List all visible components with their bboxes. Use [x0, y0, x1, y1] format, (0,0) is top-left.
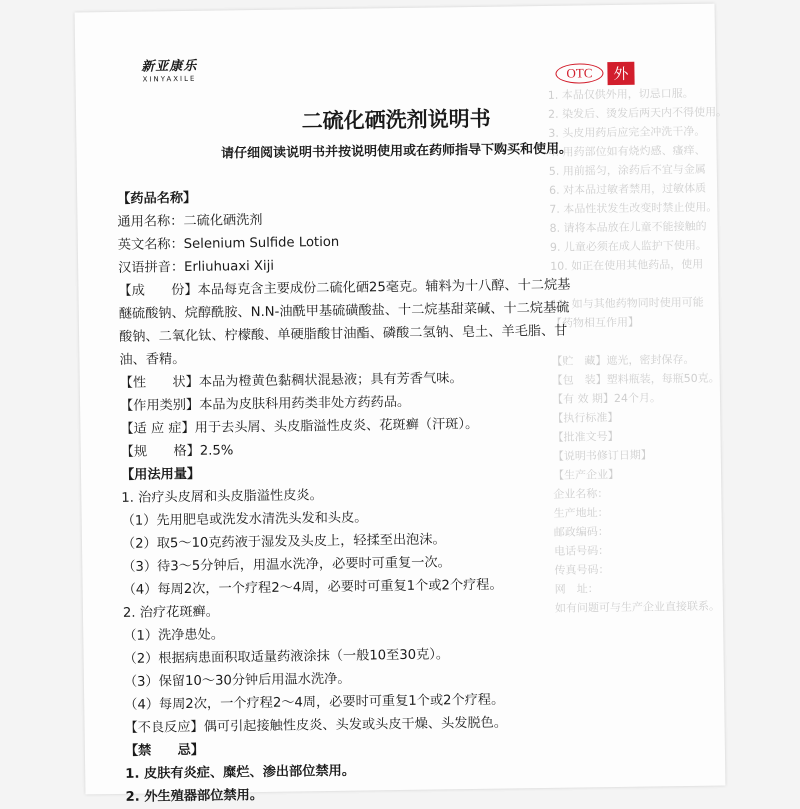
section-drug-name-header: 【药品名称】	[117, 190, 197, 207]
document-title: 二硫化硒洗剂说明书	[301, 106, 491, 134]
usage-line: （3）待3～5分钟后，用温水洗净，必要时可重复一次。	[122, 555, 451, 575]
usage-line: （1）洗净患处。	[123, 627, 225, 644]
usage-line: （2）根据病患面积取适量药液涂抹（一般10至30克）。	[123, 647, 450, 667]
document-subtitle: 请仔细阅读说明书并按说明使用或在药师指导下购买和使用。	[220, 141, 573, 162]
usage-line: （1）先用肥皂或洗发水清洗头发和头皮。	[121, 510, 368, 529]
pinyin-name: 汉语拼音：Erliuhuaxi Xiji	[118, 258, 275, 276]
usage-line: （4）每周2次，一个疗程2～4周，必要时可重复1个或2个疗程。	[122, 577, 503, 598]
specification: 【规 格】2.5%	[120, 443, 234, 460]
document-body	[117, 181, 626, 809]
ingredients-line: 醚硫酸钠、烷醇酰胺、N.N-油酰甲基硫磺酸盐、十二烷基甜菜碱、十二烷基硫	[118, 300, 570, 322]
adverse-reactions: 【不良反应】偶可引起接触性皮炎、头发或头皮干燥、头发脱色。	[124, 715, 508, 736]
section-contraindications-header: 【禁 忌】	[124, 742, 205, 759]
usage-line: （4）每周2次，一个疗程2～4周，必要时可重复1个或2个疗程。	[124, 692, 505, 713]
description: 【性 状】本品为橙黄色黏稠状混悬液；具有芳香气味。	[119, 371, 463, 391]
ingredients-line: 油、香精。	[119, 351, 186, 368]
ingredients-line: 酸钠、二氧化钛、柠檬酸、单硬脂酸甘油酯、磷酸二氢钠、皂土、羊毛脂、甘	[119, 323, 568, 345]
usage-line: 2. 治疗花斑癣。	[122, 604, 219, 621]
brand-logo-en: XINYAXILE	[142, 74, 197, 84]
common-name: 通用名称：二硫化硒洗剂	[117, 212, 263, 230]
usage-line: （3）保留10～30分钟后用温水洗净。	[123, 671, 351, 690]
instruction-sheet	[75, 4, 728, 805]
brand-logo-cn: 新亚康乐	[141, 58, 198, 75]
ingredients-line: 【成 份】本品每克含主要成份二硫化硒25毫克。辅料为十八醇、十二烷基	[118, 277, 571, 299]
external-use-tag: 外	[607, 61, 634, 84]
contraindication-item: 1. 皮肤有炎症、糜烂、渗出部位禁用。	[125, 763, 356, 782]
bleed-through-text: 1. 本品仅供外用，切忌口服。 2. 染发后、烫发后两天内不得使用。 3. 头皮用药后应完全冲洗干净。 4. 用药部位如有烧灼感、瘙痒、 5. 用前摇匀，涂药后不宜与金属 6. 对本品过敏者禁用，过敏体质 7. 本品性状发生改变时禁止使用。 8. 请将本品放在儿童不能接触的 9. 儿童必须在成人监护下使用。 10. 如正在使用其他药品，使用 11. 如与其他药物同时使用可能 【药物相互作用】 【贮 藏】遮光，密封保存。 【包 装】塑料瓶装，每瓶50克。 【有 效 期】24个月。 【执行标准】 【批准文号】 【说明书修订日期】 【生产企业】 企业名称： 生产地址： 邮政编码： 电话号码： 传真号码： 网 址： 如有问题可与生产企业直接联系。	[547, 86, 728, 615]
english-name: 英文名称：Selenium Sulfide Lotion	[117, 234, 340, 253]
usage-line: 1. 治疗头皮屑和头皮脂溢性皮炎。	[121, 488, 323, 506]
indications: 【适 应 症】用于去头屑、头皮脂溢性皮炎、花斑癣（汗斑）。	[120, 416, 479, 437]
contraindication-item: 2. 外生殖器部位禁用。	[125, 787, 264, 805]
section-usage-header: 【用法用量】	[120, 466, 201, 483]
otc-oval: OTC	[555, 63, 603, 84]
category: 【作用类别】本品为皮肤科用药类非处方药药品。	[119, 394, 411, 414]
otc-mark	[555, 61, 634, 86]
brand-logo	[125, 55, 213, 84]
usage-line: （2）取5～10克药液于湿发及头皮上，轻揉至出泡沫。	[121, 532, 446, 552]
